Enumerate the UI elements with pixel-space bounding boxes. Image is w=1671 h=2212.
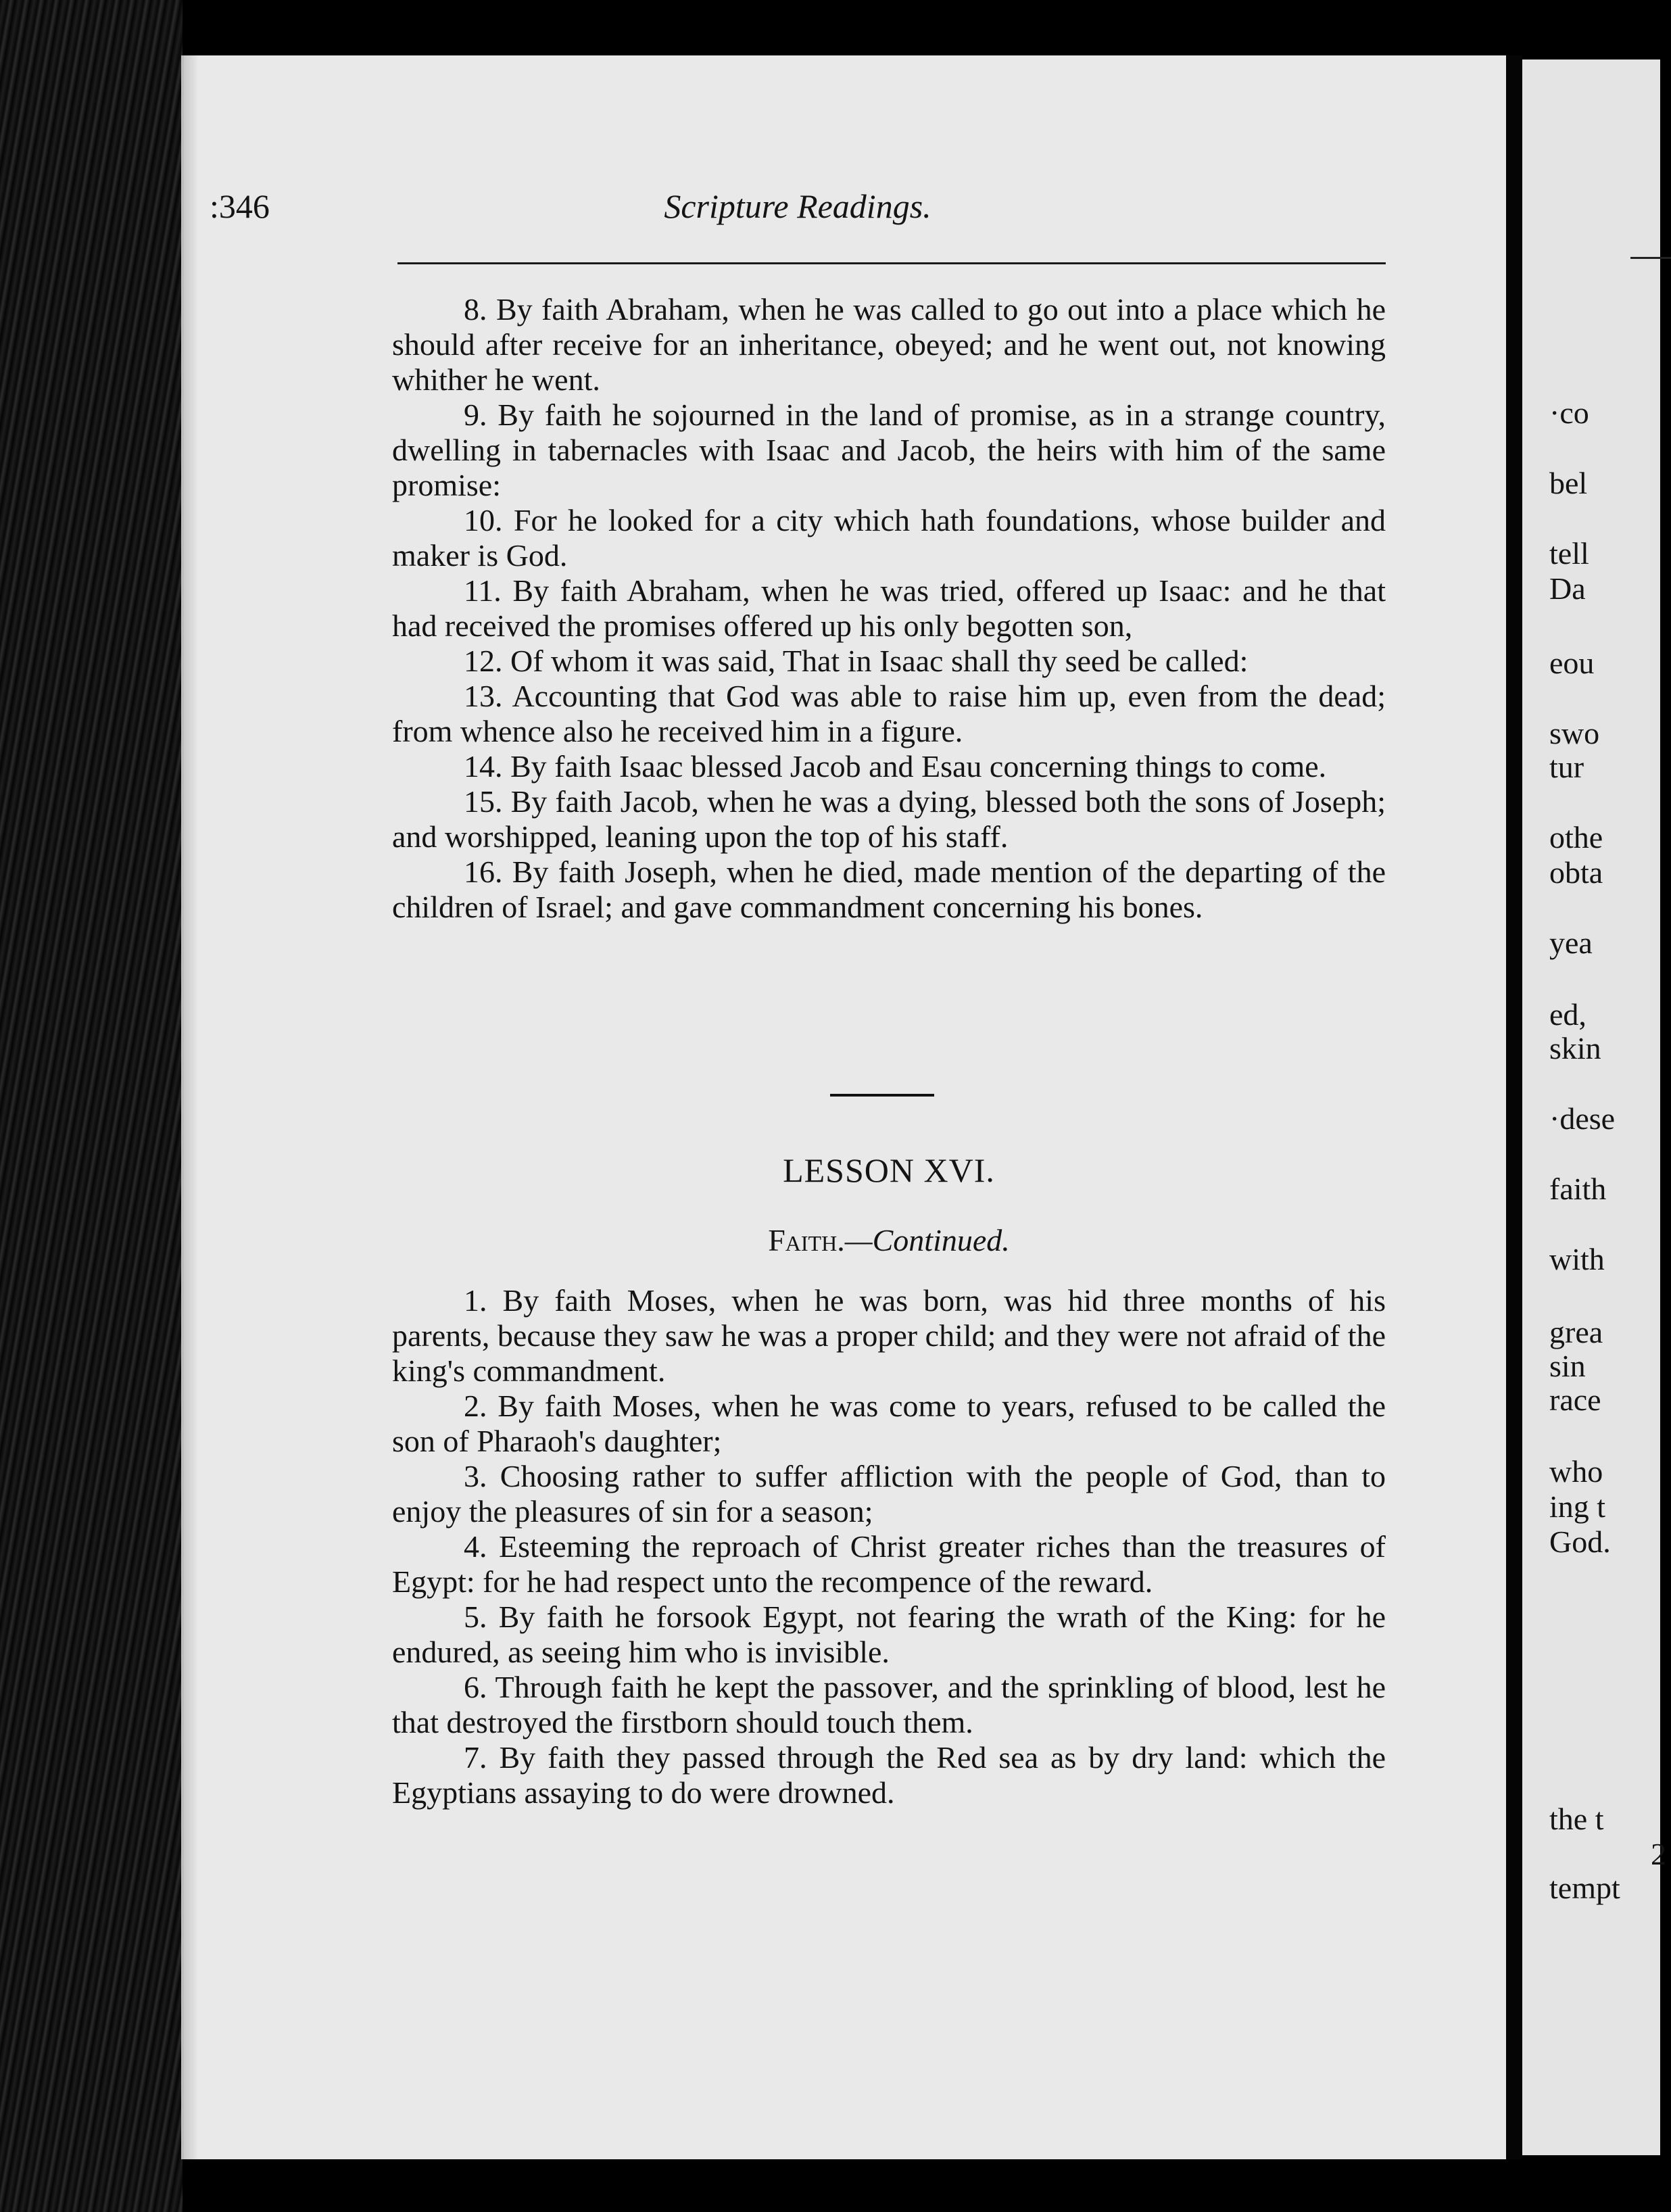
facing-text-fragment: ing t <box>1549 1489 1606 1524</box>
verse-paragraph: 9. By faith he sojourned in the land of promise, as in a strange country, dwelling in tabernacles with Isaac and Jacob, the heirs with him of the same promise: <box>392 398 1386 502</box>
header-rule <box>397 262 1386 264</box>
lesson-title: LESSON XVI. <box>783 1151 995 1189</box>
facing-text-fragment: tempt <box>1549 1871 1620 1905</box>
verses-bottom <box>392 1283 1386 1810</box>
facing-text-fragment: skin <box>1549 1031 1601 1065</box>
book-gutter <box>1506 55 1522 2159</box>
page-edge <box>184 55 197 2159</box>
facing-text-fragment: tur <box>1549 750 1584 784</box>
verse-paragraph: 8. By faith Abraham, when he was called to go out into a place which he should after receive for an inheritance, obeyed; and he went out, not knowing whither he went. <box>392 292 1386 397</box>
facing-page <box>1522 59 1666 2155</box>
verse-paragraph: 7. By faith they passed through the Red sea as by dry land: which the Egyptians assaying to do were drowned. <box>392 1740 1386 1810</box>
verse-paragraph: 15. By faith Jacob, when he was a dying, blessed both the sons of Joseph; and worshipped, leaning upon the top of his staff. <box>392 784 1386 854</box>
facing-text-fragment: othe <box>1549 820 1603 855</box>
facing-text-fragment: swo <box>1549 716 1600 750</box>
verse-paragraph: 6. Through faith he kept the passover, and the sprinkling of blood, lest he that destroyed the firstborn should touch them. <box>392 1670 1386 1739</box>
facing-text-fragment: ·co <box>1549 395 1589 430</box>
verse-paragraph: 14. By faith Isaac blessed Jacob and Esau concerning things to come. <box>464 749 1327 784</box>
facing-text-fragment: yea <box>1549 925 1593 960</box>
verse-paragraph: 11. By faith Abraham, when he was tried, offered up Isaac: and he that had received the promises offered up his only begotten son, <box>392 573 1386 643</box>
verse-paragraph: 16. By faith Joseph, when he died, made mention of the departing of the children of Israel; and gave commandment concerning his bones. <box>392 855 1386 924</box>
verse-paragraph: 5. By faith he forsook Egypt, not fearing the wrath of the King: for he endured, as seeing him who is invisible. <box>392 1600 1386 1669</box>
facing-text-fragment: obta <box>1549 855 1603 890</box>
facing-text-fragment: ·dese <box>1549 1101 1616 1136</box>
facing-text-fragment: tell <box>1549 536 1589 571</box>
running-title: Scripture Readings. <box>664 187 931 225</box>
facing-text-fragment: sin <box>1549 1349 1586 1383</box>
facing-text-fragment: the t <box>1549 1802 1604 1836</box>
lesson-topic: Faith. <box>768 1223 845 1257</box>
facing-text-fragment: God. <box>1549 1524 1611 1559</box>
facing-header-rule <box>1630 257 1671 259</box>
facing-text-fragment: faith <box>1549 1172 1607 1206</box>
facing-text-fragment: who <box>1549 1454 1603 1489</box>
verse-paragraph: 1. By faith Moses, when he was born, was hid three months of his parents, because they saw he was a proper child; and they were not afraid of the king's commandment. <box>392 1283 1386 1388</box>
verse-paragraph: 12. Of whom it was said, That in Isaac shall thy seed be called: <box>464 644 1249 678</box>
facing-text-fragment: Da <box>1549 571 1586 606</box>
verse-paragraph: 3. Choosing rather to suffer affliction with the people of God, than to enjoy the pleasures of sin for a season; <box>392 1459 1386 1529</box>
verse-paragraph: 4. Esteeming the reproach of Christ greater riches than the treasures of Egypt: for he had respect unto the recompence of the reward. <box>392 1529 1386 1599</box>
facing-text-fragment: grea <box>1549 1315 1603 1349</box>
facing-text-fragment: bel <box>1549 466 1588 500</box>
verse-paragraph: 2. By faith Moses, when he was come to years, refused to be called the son of Pharaoh's daughter; <box>392 1389 1386 1458</box>
facing-text-fragment: race <box>1549 1382 1601 1417</box>
lesson-subtitle <box>392 1222 1386 1258</box>
verse-paragraph: 13. Accounting that God was able to raise him up, even from the dead; from whence also he received him in a figure. <box>392 679 1386 748</box>
facing-text-fragment: eou <box>1549 646 1595 680</box>
page-header <box>210 187 1386 234</box>
facing-text-fragment: ed, <box>1549 997 1587 1032</box>
section-separator <box>830 1094 934 1097</box>
facing-text-fragment: 2 <box>1651 1837 1666 1871</box>
verse-paragraph: 10. For he looked for a city which hath foundations, whose builder and maker is God. <box>392 503 1386 573</box>
facing-text-fragment: with <box>1549 1242 1605 1276</box>
verses-top <box>392 292 1386 925</box>
book-spine-shadow <box>0 0 183 2212</box>
lesson-continued: —Continued. <box>844 1223 1010 1257</box>
page-number: :346 <box>210 187 270 225</box>
